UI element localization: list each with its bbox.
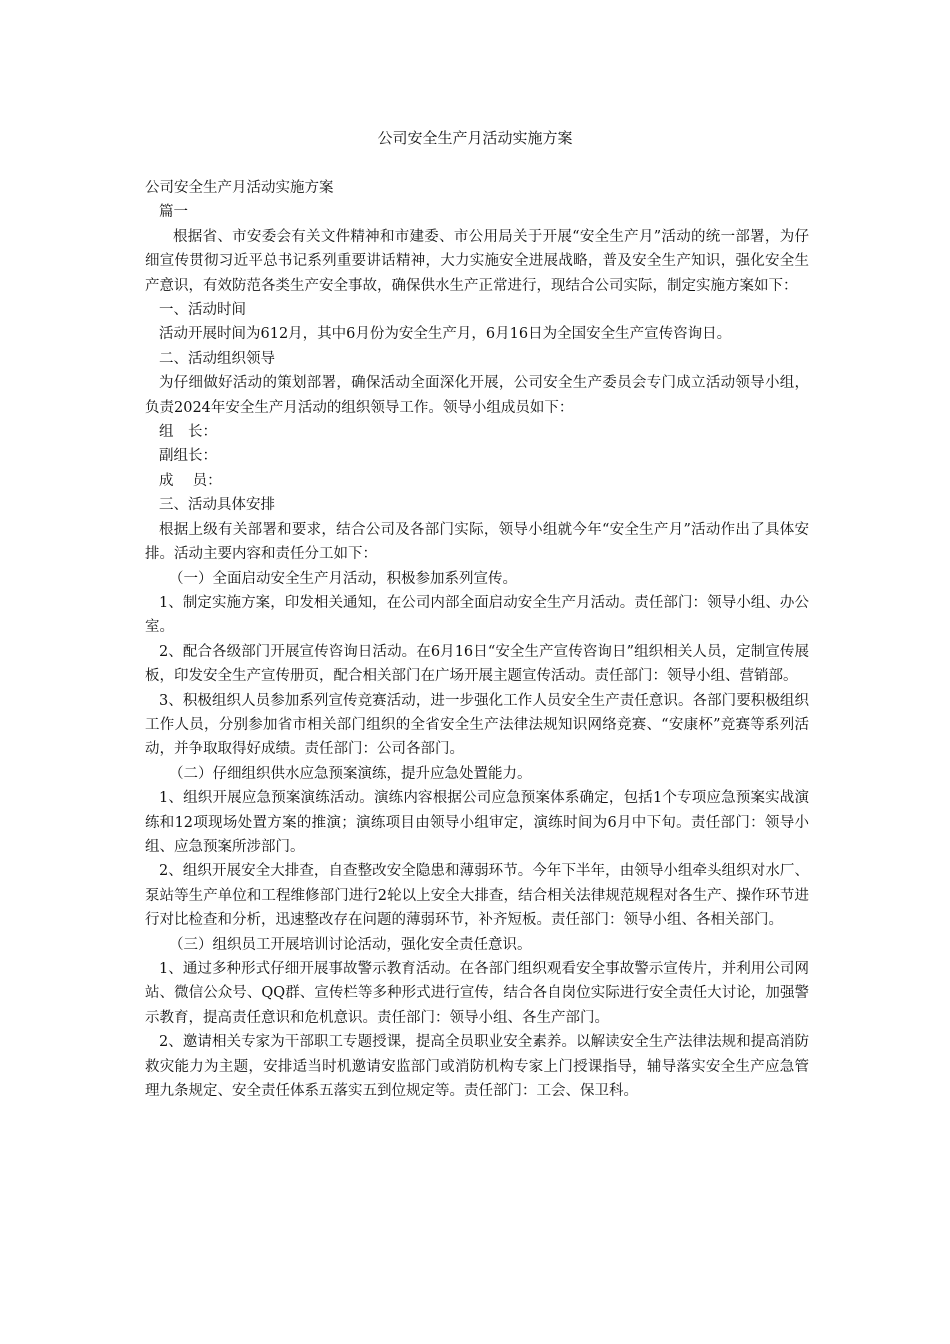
paragraph: （一）全面启动安全生产月活动，积极参加系列宣传。 xyxy=(169,570,517,587)
paragraph: （二）仔细组织供水应急预案演练，提升应急处置能力。 xyxy=(169,765,532,782)
paragraph: 组 长： xyxy=(159,424,217,441)
paragraph: 活动开展时间为612月，其中6月份为安全生产月，6月16日为全国安全生产宣传咨询日。 xyxy=(159,326,732,343)
paragraph: 根据省、市安委会有关文件精神和市建委、市公用局关于开展“安全生产月”活动的统一部署，为仔细宣传贯彻习近平总书记系列重要讲话精神，大力实施安全进展战略，普及安全生产知识，强化安全生产意识，有效防范各类生产安全事故，确保供水生产正常进行，现结合公司实际，制定实施方案如下： xyxy=(145,228,809,294)
paragraph: 一、活动时间 xyxy=(159,302,246,319)
paragraph: 2、组织开展安全大排查，自查整改安全隐患和薄弱环节。今年下半年，由领导小组牵头组织对水厂、泵站等生产单位和工程维修部门进行2轮以上安全大排查，结合相关法律规范规程对各生产、操作环节进行对比检查和分析，迅速整改存在问题的薄弱环节，补齐短板。责任部门：领导小组、各相关部门。 xyxy=(145,863,809,929)
document-title: 公司安全生产月活动实施方案 xyxy=(377,129,573,147)
paragraph: 1、通过多种形式仔细开展事故警示教育活动。在各部门组织观看安全事故警示宣传片，并利用公司网站、微信公众号、QQ群、宣传栏等多种形式进行宣传，结合各自岗位实际进行安全责任大讨论，加强警示教育，提高责任意识和危机意识。责任部门：领导小组、各生产部门。 xyxy=(145,961,809,1026)
paragraph: 为仔细做好活动的策划部署，确保活动全面深化开展，公司安全生产委员会专门成立活动领导小组，负责2024年安全生产月活动的组织领导工作。领导小组成员如下： xyxy=(145,375,809,416)
paragraph: 1、制定实施方案，印发相关通知，在公司内部全面启动安全生产月活动。责任部门：领导小组、办公室。 xyxy=(145,594,809,636)
paragraph: 2、邀请相关专家为干部职工专题授课，提高全员职业安全素养。以解读安全生产法律法规和提高消防救灾能力为主题，安排适当时机邀请安监部门或消防机构专家上门授课指导，辅导落实安全生产应急管理九条规定、安全责任体系五落实五到位规定等。责任部门：工会、保卫科。 xyxy=(145,1034,809,1100)
paragraph: 二、活动组织领导 xyxy=(159,350,275,367)
paragraph: 根据上级有关部署和要求，结合公司及各部门实际，领导小组就今年“安全生产月”活动作出了具体安排。活动主要内容和责任分工如下： xyxy=(145,521,809,563)
paragraph: （三）组织员工开展培训讨论活动，强化安全责任意识。 xyxy=(169,936,532,953)
paragraph: 3、积极组织人员参加系列宣传竞赛活动，进一步强化工作人员安全生产责任意识。各部门要积极组织工作人员，分别参加省市相关部门组织的全省安全生产法律法规知识网络竞赛、“安康杯”竞赛等系列活动，并争取取得好成绩。责任部门：公司各部门。 xyxy=(145,692,809,758)
paragraph: 公司安全生产月活动实施方案 xyxy=(145,180,334,196)
paragraph: 1、组织开展应急预案演练活动。演练内容根据公司应急预案体系确定，包括1个专项应急预案实战演练和12项现场处置方案的推演；演练项目由领导小组审定，演练时间为6月中下旬。责任部门：领导小组、应急预案所涉部门。 xyxy=(145,790,809,855)
paragraph: 副组长： xyxy=(159,448,217,465)
paragraph: 2、配合各级部门开展宣传咨询日活动。在6月16日“安全生产宣传咨询日”组织相关人员，定制宣传展板，印发安全生产宣传册页，配合相关部门在广场开展主题宣传活动。责任部门：领导小组、营销部。 xyxy=(145,643,809,685)
document-body xyxy=(145,176,809,1103)
paragraph: 三、活动具体安排 xyxy=(159,497,275,514)
paragraph: 篇一 xyxy=(159,204,188,221)
paragraph: 成 员： xyxy=(159,472,222,489)
